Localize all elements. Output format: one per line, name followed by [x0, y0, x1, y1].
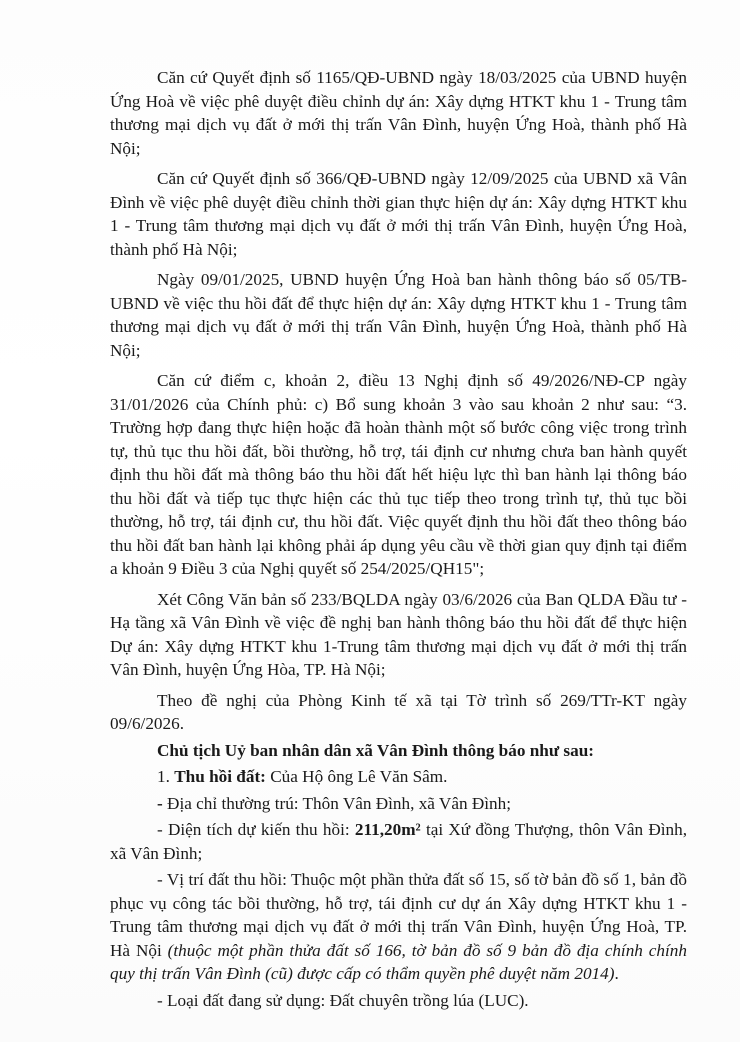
paragraph-notice-05: Ngày 09/01/2025, UBND huyện Ứng Hoà ban hành thông báo số 05/TB-UBND về việc thu hồi đất để thực hiện dự án: Xây dựng HTKT khu 1 - Trung tâm thương mại dịch vụ đất ở mới thị trấn Vân Đình, huyện Ứng Hoà, thành phố Hà Nội;: [110, 270, 687, 360]
area-value: 211,20m²: [354, 820, 421, 839]
item-address: [110, 792, 687, 816]
area-label: - Diện tích dự kiến thu hồi:: [157, 820, 355, 839]
item-land-type: - Loại đất đang sử dụng: Đất chuyên trồng lúa (LUC).: [157, 990, 529, 1010]
address-dash: -: [157, 793, 168, 813]
paragraph-decision-366: Căn cứ Quyết định số 366/QĐ-UBND ngày 12/09/2025 của UBND xã Vân Đình về việc phê duyệt điều chỉnh thời gian thực hiện dự án: Xây dựng HTKT khu 1 - Trung tâm thương mại dịch vụ đất ở mới thị trấn Vân Đình, huyện Ứng Hoà, thành phố Hà Nội;: [110, 169, 687, 259]
item-location: [110, 868, 687, 986]
location-end: .: [614, 964, 619, 983]
item-land-recovery: [110, 765, 687, 789]
document-body: [110, 66, 687, 1015]
area-location: tại Xứ đồng Thượng, thôn Vân Đình, xã Vân Đình;: [110, 820, 687, 863]
item-area: [110, 818, 687, 865]
paragraph-decree-49: Căn cứ điểm c, khoản 2, điều 13 Nghị định số 49/2026/NĐ-CP ngày 31/01/2026 của Chính phủ: c) Bổ sung khoản 3 vào sau khoản 2 như sau: “3. Trường hợp đang thực hiện hoặc đã hoàn thành một số bước công việc trong trình tự, thủ tục thu hồi đất, bồi thường, hỗ trợ, tái định cư nhưng chưa ban hành quyết định thu hồi đất mà thông báo thu hồi đất hết hiệu lực thì ban hành lại thông báo thu hồi đất và tiếp tục thực hiện các thủ tục tiếp theo trong trình tự, thủ tục bồi thường, hỗ trợ, tái định cư, thu hồi đất. Việc quyết định thu hồi đất theo thông báo thu hồi đất ban hành lại không phải áp dụng yêu cầu về thời gian quy định tại điểm a khoản 9 Điều 3 của Nghị quyết số 254/2025/QH15";: [110, 371, 687, 578]
paragraph-proposal-269: Theo đề nghị của Phòng Kinh tế xã tại Tờ trình số 269/TTr-KT ngày 09/6/2026.: [110, 690, 687, 733]
location-note: (thuộc một phần thửa đất số 166, tờ bản đồ số 9 bản đồ địa chính chính quy thị trấn Vân Đình (cũ) được cấp có thẩm quyền phê duyệt năm 2014): [110, 940, 687, 983]
paragraph-decision-1165: Căn cứ Quyết định số 1165/QĐ-UBND ngày 18/03/2025 của UBND huyện Ứng Hoà về việc phê duyệt điều chỉnh dự án: Xây dựng HTKT khu 1 - Trung tâm thương mại dịch vụ đất ở mới thị trấn Vân Đình, huyện Ứng Hoà, thành phố Hà Nội;: [110, 68, 687, 158]
address-text: Địa chỉ thường trú: Thôn Vân Đình, xã Vân Đình;: [167, 793, 512, 813]
paragraph-official-letter-233: Xét Công Văn bản số 233/BQLDA ngày 03/6/2026 của Ban QLDA Đầu tư - Hạ tầng xã Vân Đình về việc đề nghị ban hành thông báo thu hồi đất để thực hiện Dự án: Xây dựng HTKT khu 1-Trung tâm thương mại dịch vụ đất ở mới thị trấn Vân Đình, huyện Ứng Hòa, TP. Hà Nội;: [110, 589, 687, 679]
item-label: Thu hồi đất:: [174, 767, 266, 786]
item-text: Của Hộ ông Lê Văn Sâm.: [265, 767, 448, 786]
notice-heading: Chủ tịch Uỷ ban nhân dân xã Vân Đình thông báo như sau:: [157, 740, 594, 760]
location-text: - Vị trí đất thu hồi: Thuộc một phần thửa đất số 15, số tờ bản đồ số 1, bản đồ phục vụ công tác bồi thường, hỗ trợ, tái định cư dự án Xây dựng HTKT khu 1 - Trung tâm thương mại dịch vụ đất ở mới thị trấn Vân Đình, huyện Ứng Hoà, TP. Hà Nội: [110, 870, 687, 960]
item-number: 1.: [157, 767, 175, 786]
